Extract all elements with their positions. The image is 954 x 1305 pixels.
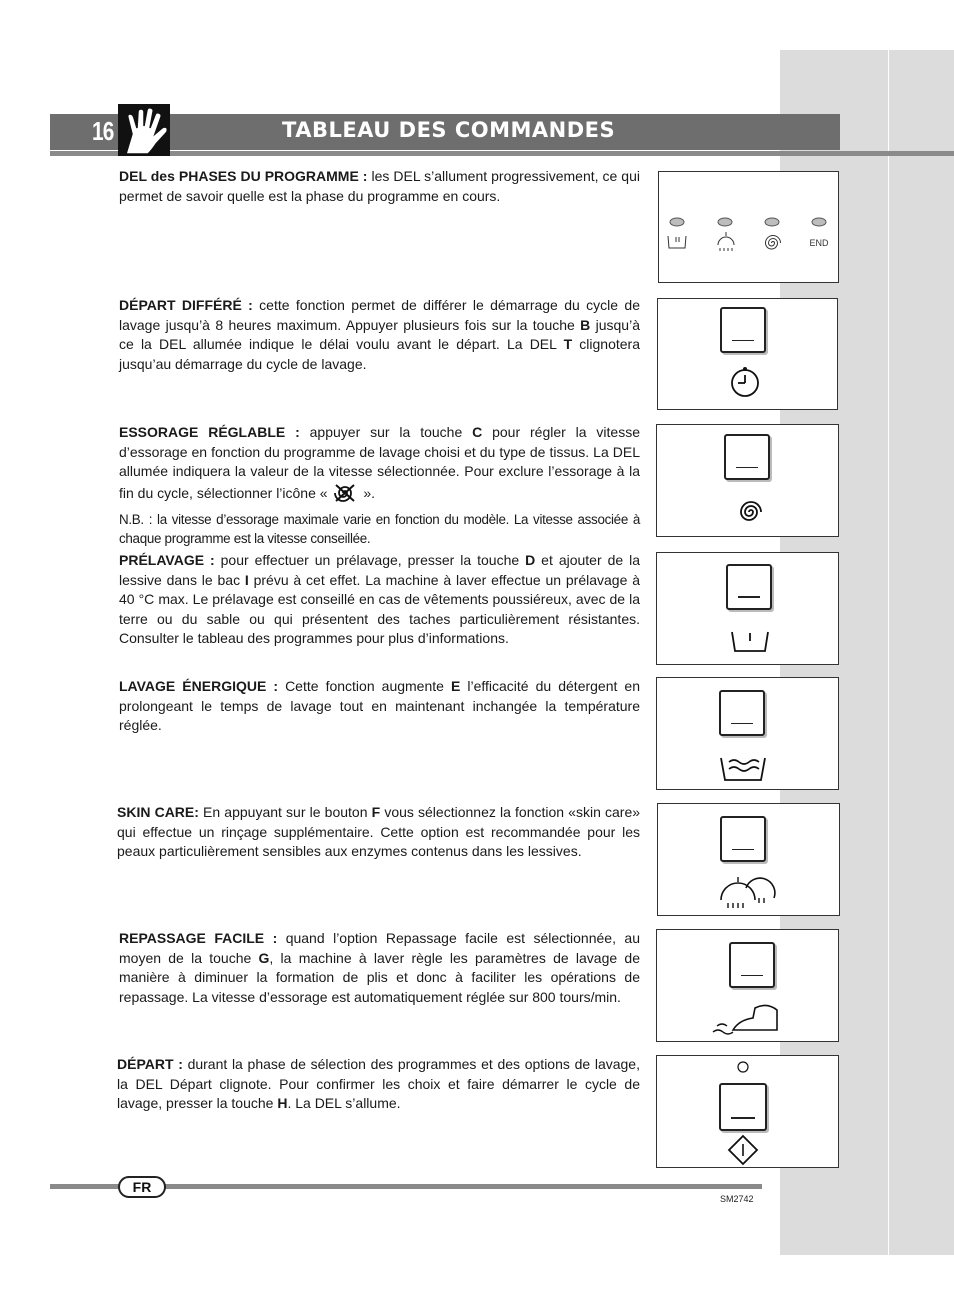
key-letter: T: [563, 336, 573, 353]
key-letter: F: [371, 804, 381, 820]
phase-leds-panel: [658, 171, 839, 283]
easy-iron-panel: [656, 929, 839, 1042]
phase-led: [670, 218, 684, 226]
delay-timer-icon: [732, 367, 758, 396]
section-text: Cette fonction augmente: [278, 678, 451, 694]
section-text: prévu à cet effet. La machine à laver effectue un prélavage à 40 °C max. Le prélavage est conseillé en cas de vêtements poussiéreux, avec de la terre ou du sable ou qui présentent des taches particulièrement résistantes. Consulter le tableau des programmes pour plus d’informations.: [119, 571, 640, 647]
phase-led: [718, 218, 732, 226]
section-text: ».: [359, 484, 376, 501]
intensive-wash-icon: [721, 758, 765, 780]
section-text: durant la phase de sélection des programmes et des options de lavage, la DEL Départ clignote. Pour confirmer les choix et faire démarrer le cycle de lavage, presser la touche: [117, 1056, 640, 1112]
key-letter: C: [472, 424, 483, 440]
spin-panel: [656, 424, 839, 537]
side-margin-divider: [888, 50, 889, 1255]
skin-care-icon: [721, 877, 775, 908]
section-text: , la machine à laver règle les paramètres de lavage de manière à diminuer la formation de plis et donc à faciliter les opérations de repassage. La vitesse d’essorage est automatiquement réglée sur 800 tours/min.: [119, 949, 640, 1005]
section-label: DÉPART :: [117, 1056, 183, 1072]
section-text: les DEL s’allument progressivement, ce qui permet de savoir quelle est la phase du programme en cours.: [119, 168, 640, 204]
rinse-icon: [718, 232, 734, 251]
section-text: En appuyant sur le bouton: [198, 804, 372, 820]
start-icon: [729, 1136, 757, 1164]
section-text: cette fonction permet de différer le démarrage du cycle de lavage jusqu’à 8 heures maximum. Appuyer plusieurs fois sur la touche: [119, 297, 640, 333]
key-letter: H: [277, 1095, 288, 1112]
start-panel: [656, 1055, 839, 1168]
section-label: LAVAGE ÉNERGIQUE :: [119, 678, 279, 694]
phase-led: [765, 218, 779, 226]
section-label: PRÉLAVAGE :: [119, 552, 215, 568]
phase-led: [812, 218, 826, 226]
intensive-wash-panel: [656, 677, 839, 790]
key-letter: E: [450, 678, 461, 694]
page-title: TABLEAU DES COMMANDES: [282, 118, 616, 142]
section-text: jusqu’à ce la DEL allumée indique le délai voulu avant le départ. La DEL: [119, 316, 640, 353]
section-program-phases: [119, 167, 640, 206]
spin-spiral-icon: [766, 236, 781, 250]
delayed-start-panel: [657, 298, 838, 410]
key-letter: G: [258, 949, 270, 966]
section-text: pour régler la vitesse d’essorage en fonction du programme de lavage choisi et du type de tissus. La DEL allumée indiquera la valeur de la vitesse sélectionnée. Pour exclure l’essorage à la fin du cycle, sélectionner l’icône «: [119, 424, 641, 501]
section-text: . La DEL s’allume.: [287, 1095, 401, 1112]
skin-care-panel: [657, 803, 840, 916]
section-skin-care: [117, 803, 640, 862]
section-intensive-wash: [119, 677, 640, 736]
section-label: DÉPART DIFFÉRÉ :: [119, 297, 253, 313]
prewash-panel: [656, 552, 839, 665]
hand-icon: [118, 104, 170, 156]
section-prewash: [119, 551, 640, 649]
section-delayed-start: [119, 296, 640, 374]
page-number: 16: [92, 116, 114, 146]
start-led: [738, 1062, 748, 1072]
section-label: ESSORAGE RÉGLABLE :: [119, 424, 300, 440]
section-adjustable-spin: [119, 423, 640, 549]
no-spin-icon: [333, 482, 357, 504]
key-letter: D: [525, 552, 536, 568]
wash-tub-icon: [668, 236, 686, 248]
header-rule: [50, 151, 954, 156]
prewash-tub-icon: [732, 632, 768, 651]
section-text: quand l’option Repassage facile est sélectionnée, au moyen de la touche: [119, 930, 640, 966]
language-badge: FR: [118, 1176, 166, 1198]
section-label: DEL des PHASES DU PROGRAMME :: [119, 168, 368, 184]
section-label: REPASSAGE FACILE :: [119, 930, 278, 946]
section-start: [117, 1055, 640, 1114]
key-letter: B: [580, 316, 591, 333]
document-code: SM2742: [720, 1194, 754, 1204]
end-label: END: [809, 238, 829, 248]
spin-note: N.B. : la vitesse d’essorage maximale varie en fonction du modèle. La vitesse associée à chaque programme est la vitesse conseillée.: [119, 511, 640, 547]
iron-icon: [713, 1005, 777, 1034]
section-text: clignotera jusqu’au démarrage du cycle de lavage.: [119, 336, 641, 372]
key-letter: I: [244, 571, 249, 588]
section-text: et ajouter de la lessive dans le bac: [119, 552, 640, 588]
section-text: appuyer sur la touche: [299, 424, 473, 440]
section-text: pour effectuer un prélavage, presser la touche: [214, 552, 526, 568]
spin-spiral-icon: [741, 502, 761, 520]
section-text: l’efficacité du détergent en prolongeant le temps de lavage tout en maintenant inchangée la température réglée.: [119, 678, 641, 734]
section-easy-iron: [119, 929, 640, 1007]
section-text: vous sélectionnez la fonction «skin care» qui effectue un rinçage supplémentaire. Cette option est recommandée pour les peaux particulièrement sensibles aux enzymes contenus dans les lessives.: [117, 804, 641, 860]
section-label: SKIN CARE:: [117, 804, 199, 820]
